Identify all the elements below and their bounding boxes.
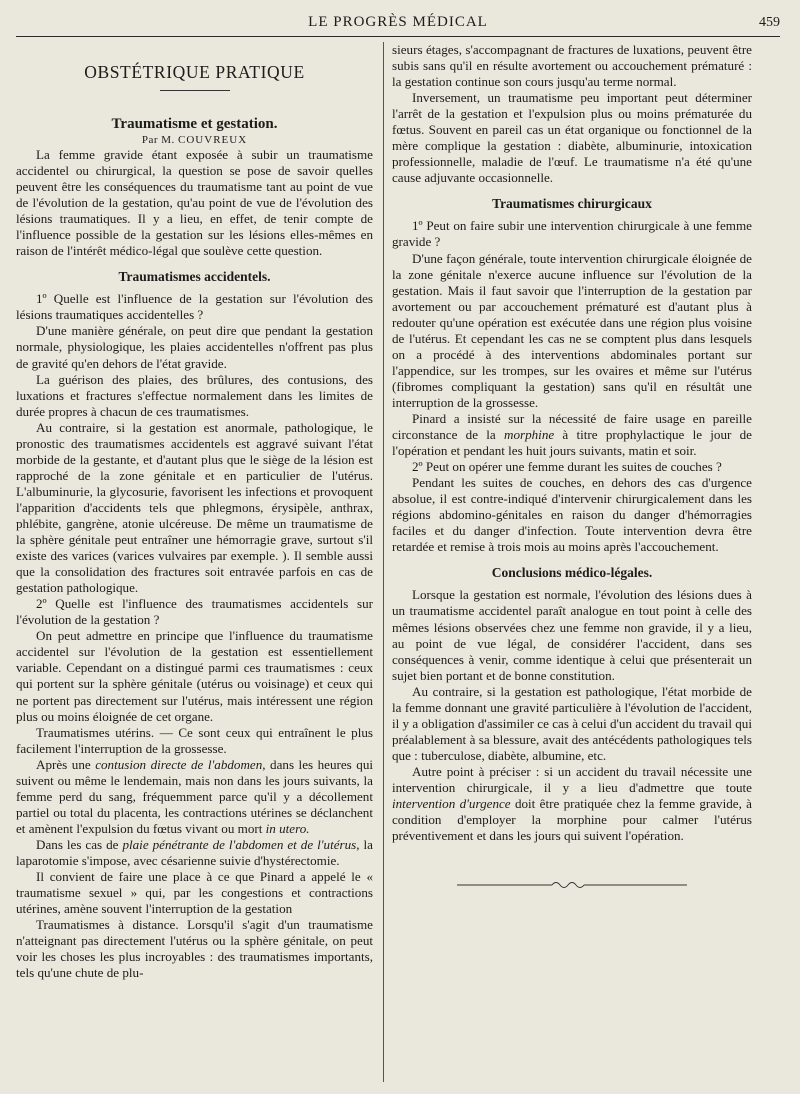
paragraph [392,764,752,844]
paragraph: Il convient de faire une place à ce que Pinard a appelé le « traumatisme sexuel » qui, par les congestions et contractions utérines, amène souvent l'interruption de la gestation [16,869,373,917]
paragraph: Pendant les suites de couches, en dehors des cas d'urgence absolue, il est contre-indiqué d'intervenir chirurgicalement dans les régions abdomino-génitales en raison du danger d'hémorragies faciles et du danger d'infection. Toute intervention devra être retardée et remise à trois mois au moins après l'accouchement. [392,475,752,555]
text-run: , dans les heures qui suivent ou même le lendemain, mais non dans les jours suivants, la femme perd du sang, fréquemment parce qu'il y a décollement partiel ou total du placenta, les contractions utérines se déclanchent et amènent l'expulsion du fœtus vivant ou mort [16,756,374,836]
paragraph: 1º Peut on faire subir une intervention chirurgicale à une femme gravide ? [392,218,752,250]
text-run: , la laparotomie s'impose, avec césarienne suivie d'hystérectomie. [16,836,373,868]
section-title: OBSTÉTRIQUE PRATIQUE [84,62,305,82]
journal-title: LE PROGRÈS MÉDICAL [308,14,488,30]
text-run: Après une [36,756,96,772]
paragraph [16,757,373,837]
page-number: 459 [759,15,780,30]
subhead-conclusions: Conclusions médico-légales. [491,565,653,581]
emphasis: contusion directe de l'abdomen [95,756,263,772]
paragraph: Lorsque la gestation est normale, l'évolution des lésions dues à un traumatisme accidentel paraît analogue en tout point à celle des mêmes lésions observées chez une femme non gravide, il y a lieu, au point de vue légal, de considérer l'accident, dans ses conséquences à venir, comme identique à celui que présenterait un sujet bien portant et de bonne constitution. [392,587,752,683]
paragraph: Traumatismes utérins. — Ce sont ceux qui entraînent le plus facilement l'interruption de la grossesse. [16,724,373,756]
emphasis: morphine [503,427,555,443]
intro-paragraph: La femme gravide étant exposée à subir un traumatisme accidentel ou chirurgical, la question se pose de savoir quelles peuvent être les conséquences du traumatisme tant au point de vue de l'évolution de la gestation, qu'au point de vue de l'évolution des lésions traumatiques. Il y a lieu, en effet, de tenir compte de l'influence possible de la gestation sur les lésions elles-mêmes en raison de l'intérêt médico-légal que soulève cette question. [16,147,373,259]
article-title: Traumatisme et gestation. [111,116,278,132]
paragraph: La guérison des plaies, des brûlures, des contusions, des luxations et fractures s'effectue normalement dans les limites de durée propres à chacun de ces traumatismes. [16,371,373,419]
paragraph-continued: sieurs étages, s'accompagnant de fractures de luxations, peuvent être subis sans qu'il en résulte avortement ou accouchement prématuré : la gestation continue son cours jusqu'au terme normal. [392,42,752,90]
paragraph: D'une manière générale, on peut dire que pendant la gestation normale, physiologique, les plaies accidentelles n'offrent pas plus de gravité qu'en dehors de l'état gravide. [16,323,373,371]
paragraph: Au contraire, si la gestation est pathologique, l'état morbide de la femme donnant une gravité particulière à l'évolution de l'accident, il y a obligation d'assimiler ce cas à celui d'un accident du travail qui préalablement à sa blessure, avait des antécédents pathologiques tels que : tuberculose, diabète, albumine, etc. [392,683,752,763]
text-run: Dans les cas de [36,836,123,852]
column-divider [383,42,384,1082]
subhead-accidentels: Traumatismes accidentels. [118,269,271,285]
paragraph [16,837,373,869]
right-column [392,42,752,1086]
paragraph: Au contraire, si la gestation est anormale, pathologique, le pronostic des traumatismes accidentels est aggravé suivant l'état morbide de la gestante, et d'autant plus que le siège de la lésion est rapproché de la zone génitale et en particulier de l'utérus. L'albuminurie, la glycosurie, favorisent les infections et provoquent l'apparition d'accidents tels que phlegmons, érysipèle, anthrax, phlébite, gangrène, atonie ulcéreuse. De même un traumatisme de la sphère génitale peut entraîner une hémorragie grave, surtout s'il existe des varices (varices vulvaires par exemple. ). Il semble aussi que la consolidation des fractures soit entravée parfois en cas de gestation pathologique. [16,419,373,596]
emphasis: intervention d'urgence [392,796,511,812]
emphasis: plaie pénétrante de l'abdomen et de l'utérus [122,836,357,852]
emphasis: in utero. [265,820,310,836]
text-run: à titre prophylactique le jour de l'opération et pendant les huit jours suivants, matin et soir. [392,427,752,459]
paragraph [392,411,752,459]
paragraph: On peut admettre en principe que l'influence du traumatisme accidentel sur l'évolution de la gestation est essentiellement variable. Cependant on a distingué parmi ces traumatismes : ceux qui portent sur la sphère génitale (utérus ou voisinage) et ceux qui ne portent pas directement sur l'utérus, mais intéressent une région plus ou moins éloignée de cet organe. [16,628,373,724]
end-ornament-rule [457,878,687,892]
article-byline [16,133,373,147]
paragraph: 2º Peut on opérer une femme durant les suites de couches ? [412,459,722,475]
text-run: Pinard a insisté sur la nécessité de faire usage en pareille circonstance de la [392,410,752,443]
section-rule [160,90,230,91]
paragraph: Inversement, un traumatisme peu important peut déterminer l'arrêt de la gestation et l'expulsion plus ou moins prématurée du fœtus. Souvent en pareil cas un état organique ou fonctionnel de la mère complique la gestation : diabète, albuminurie, intoxication professionnelle, maladie de l'œuf. Le traumatisme n'a été qu'une cause adjuvante occasionnelle. [392,90,752,186]
paragraph: 1º Quelle est l'influence de la gestation sur l'évolution des lésions traumatiques accidentelles ? [16,291,373,323]
byline-prefix: Par M. [141,134,175,146]
author-name: COUVREUX [178,134,248,146]
paragraph: 2º Quelle est l'influence des traumatismes accidentels sur l'évolution de la gestation ? [16,596,373,628]
ornament-line-icon [457,878,687,892]
running-header [16,12,780,37]
subhead-chirurgicaux: Traumatismes chirurgicaux [492,196,652,212]
paragraph: D'une façon générale, toute intervention chirurgicale éloignée de la zone génitale n'exerce aucune influence sur l'évolution de la gestation. Mais il faut savoir que l'interruption de la gestation par avortement ou par accouchement prématuré est d'autant plus à redouter qu'une opération est exécutée dans une région plus voisine de l'utérus. Et cependant les cas ne se comptent plus dans lesquels on a procédé à des interventions abdominales portant sur l'appendice, sur les trompes, sur les ovaires et même sur l'utérus (fibromes compliquant la gestation) sans qu'il en résultât une interruption de la grossesse. [392,250,752,410]
text-run: doit être pratiquée chez la femme gravide, à condition d'employer la morphine pour calmer l'utérus préventivement et dans les jours qui suivent l'opération. [392,796,752,844]
left-column [16,42,373,1086]
paragraph: Traumatismes à distance. Lorsqu'il s'agit d'un traumatisme n'atteignant pas directement l'utérus ou la sphère génitale, on peut voir les choses les plus incroyables : des traumatismes importants, tels qu'une chute de plu- [16,917,373,981]
text-run: Autre point à préciser : si un accident du travail nécessite une intervention chirurgicale, il y a lieu d'admettre que toute [392,763,752,795]
